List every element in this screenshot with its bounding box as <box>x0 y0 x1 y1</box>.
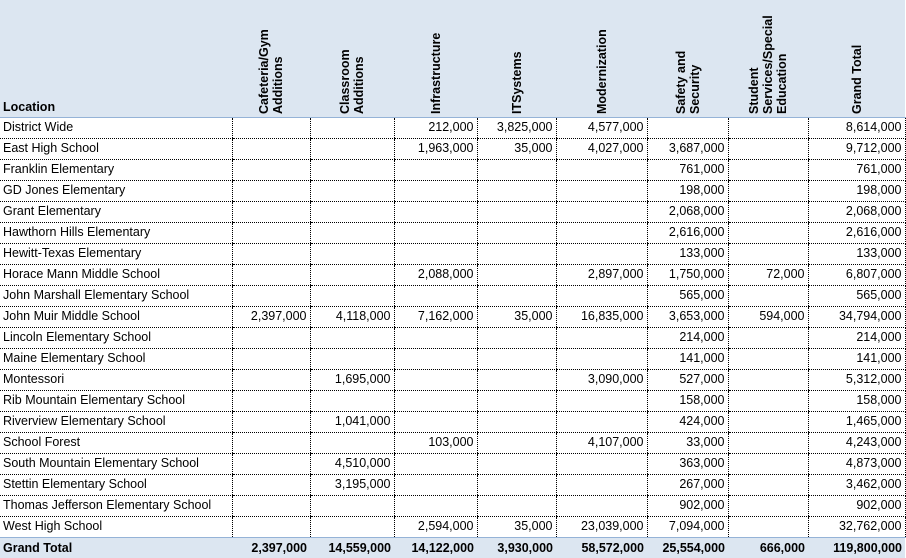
location-cell[interactable]: Hawthorn Hills Elementary <box>0 222 232 243</box>
value-cell[interactable]: 1,750,000 <box>647 264 728 285</box>
value-cell[interactable]: 4,243,000 <box>808 432 905 453</box>
value-cell[interactable]: 424,000 <box>647 411 728 432</box>
value-cell[interactable]: 7,094,000 <box>647 516 728 537</box>
value-cell[interactable] <box>394 453 477 474</box>
value-cell[interactable]: 72,000 <box>728 264 808 285</box>
value-cell[interactable] <box>728 180 808 201</box>
value-cell[interactable] <box>556 348 647 369</box>
value-cell[interactable]: 3,653,000 <box>647 306 728 327</box>
value-cell[interactable] <box>477 327 556 348</box>
value-cell[interactable] <box>232 285 310 306</box>
value-cell[interactable] <box>310 159 394 180</box>
value-cell[interactable] <box>232 222 310 243</box>
value-cell[interactable] <box>728 390 808 411</box>
value-cell[interactable] <box>728 222 808 243</box>
table-row <box>0 117 905 138</box>
table-row <box>0 348 905 369</box>
value-cell[interactable]: 32,762,000 <box>808 516 905 537</box>
value-cell[interactable]: 761,000 <box>647 159 728 180</box>
value-cell[interactable] <box>232 180 310 201</box>
value-cell[interactable]: 3,687,000 <box>647 138 728 159</box>
value-cell[interactable] <box>728 117 808 138</box>
value-cell[interactable]: 902,000 <box>808 495 905 516</box>
value-cell[interactable] <box>310 327 394 348</box>
value-cell[interactable] <box>394 222 477 243</box>
column-header-infrastructure[interactable]: Infrastructure <box>394 0 477 117</box>
value-cell[interactable] <box>477 159 556 180</box>
value-cell[interactable]: 1,041,000 <box>310 411 394 432</box>
value-cell[interactable] <box>394 243 477 264</box>
value-cell[interactable]: 1,695,000 <box>310 369 394 390</box>
value-cell[interactable] <box>728 138 808 159</box>
value-cell[interactable] <box>477 453 556 474</box>
table-row <box>0 327 905 348</box>
value-cell[interactable] <box>232 390 310 411</box>
location-cell[interactable]: Riverview Elementary School <box>0 411 232 432</box>
value-cell[interactable] <box>232 348 310 369</box>
value-cell[interactable] <box>556 285 647 306</box>
value-cell[interactable] <box>728 453 808 474</box>
location-cell[interactable]: Stettin Elementary School <box>0 474 232 495</box>
value-cell[interactable]: 2,397,000 <box>232 306 310 327</box>
value-cell[interactable] <box>728 243 808 264</box>
value-cell[interactable] <box>394 495 477 516</box>
location-cell[interactable]: South Mountain Elementary School <box>0 453 232 474</box>
total-cell[interactable]: 14,559,000 <box>310 537 394 558</box>
value-cell[interactable] <box>556 390 647 411</box>
value-cell[interactable] <box>310 117 394 138</box>
table-row <box>0 369 905 390</box>
location-cell[interactable]: School Forest <box>0 432 232 453</box>
value-cell[interactable]: 214,000 <box>647 327 728 348</box>
value-cell[interactable] <box>556 474 647 495</box>
value-cell[interactable] <box>728 285 808 306</box>
value-cell[interactable] <box>310 516 394 537</box>
value-cell[interactable]: 2,068,000 <box>647 201 728 222</box>
value-cell[interactable]: 4,118,000 <box>310 306 394 327</box>
value-cell[interactable]: 198,000 <box>808 180 905 201</box>
value-cell[interactable] <box>232 327 310 348</box>
table-row <box>0 201 905 222</box>
value-cell[interactable] <box>310 243 394 264</box>
location-cell[interactable]: John Marshall Elementary School <box>0 285 232 306</box>
value-cell[interactable]: 2,088,000 <box>394 264 477 285</box>
table-row <box>0 180 905 201</box>
value-cell[interactable]: 4,107,000 <box>556 432 647 453</box>
value-cell[interactable] <box>728 411 808 432</box>
value-cell[interactable] <box>556 495 647 516</box>
value-cell[interactable]: 267,000 <box>647 474 728 495</box>
value-cell[interactable] <box>477 264 556 285</box>
value-cell[interactable]: 133,000 <box>808 243 905 264</box>
value-cell[interactable] <box>477 201 556 222</box>
value-cell[interactable] <box>477 390 556 411</box>
value-cell[interactable] <box>232 474 310 495</box>
value-cell[interactable] <box>310 348 394 369</box>
value-cell[interactable] <box>728 348 808 369</box>
table-row <box>0 285 905 306</box>
value-cell[interactable] <box>477 243 556 264</box>
value-cell[interactable] <box>728 495 808 516</box>
column-header-it-systems[interactable]: ITSystems <box>477 0 556 117</box>
location-cell[interactable]: East High School <box>0 138 232 159</box>
value-cell[interactable]: 35,000 <box>477 306 556 327</box>
value-cell[interactable]: 527,000 <box>647 369 728 390</box>
value-cell[interactable] <box>728 474 808 495</box>
value-cell[interactable]: 34,794,000 <box>808 306 905 327</box>
value-cell[interactable]: 2,616,000 <box>647 222 728 243</box>
value-cell[interactable] <box>394 327 477 348</box>
location-header[interactable]: Location <box>0 0 232 117</box>
total-cell[interactable]: 119,800,000 <box>808 537 905 558</box>
total-cell[interactable]: 14,122,000 <box>394 537 477 558</box>
value-cell[interactable]: 1,465,000 <box>808 411 905 432</box>
value-cell[interactable]: 141,000 <box>647 348 728 369</box>
table-row <box>0 390 905 411</box>
table-row <box>0 516 905 537</box>
value-cell[interactable] <box>556 411 647 432</box>
value-cell[interactable]: 363,000 <box>647 453 728 474</box>
value-cell[interactable]: 761,000 <box>808 159 905 180</box>
value-cell[interactable] <box>310 390 394 411</box>
value-cell[interactable] <box>556 327 647 348</box>
value-cell[interactable] <box>728 516 808 537</box>
column-header-classroom-additions[interactable]: Classroom Additions <box>310 0 394 117</box>
column-header-modernization[interactable]: Modernization <box>556 0 647 117</box>
table-row <box>0 474 905 495</box>
value-cell[interactable]: 9,712,000 <box>808 138 905 159</box>
value-cell[interactable] <box>310 201 394 222</box>
header-row <box>0 0 905 117</box>
value-cell[interactable]: 8,614,000 <box>808 117 905 138</box>
table-row <box>0 222 905 243</box>
value-cell[interactable] <box>232 453 310 474</box>
value-cell[interactable] <box>394 180 477 201</box>
location-cell[interactable]: West High School <box>0 516 232 537</box>
value-cell[interactable]: 2,068,000 <box>808 201 905 222</box>
value-cell[interactable] <box>394 390 477 411</box>
value-cell[interactable]: 565,000 <box>647 285 728 306</box>
column-header-grand-total[interactable]: Grand Total <box>808 0 905 117</box>
value-cell[interactable]: 3,090,000 <box>556 369 647 390</box>
location-cell[interactable]: John Muir Middle School <box>0 306 232 327</box>
location-cell[interactable]: Lincoln Elementary School <box>0 327 232 348</box>
grand-total-row <box>0 537 905 558</box>
value-cell[interactable]: 4,873,000 <box>808 453 905 474</box>
table-row <box>0 432 905 453</box>
value-cell[interactable] <box>394 201 477 222</box>
value-cell[interactable] <box>232 495 310 516</box>
total-cell[interactable]: 3,930,000 <box>477 537 556 558</box>
value-cell[interactable] <box>310 285 394 306</box>
value-cell[interactable]: 158,000 <box>647 390 728 411</box>
value-cell[interactable] <box>647 117 728 138</box>
value-cell[interactable]: 212,000 <box>394 117 477 138</box>
value-cell[interactable] <box>477 411 556 432</box>
value-cell[interactable] <box>477 369 556 390</box>
value-cell[interactable] <box>556 222 647 243</box>
value-cell[interactable] <box>477 222 556 243</box>
value-cell[interactable]: 5,312,000 <box>808 369 905 390</box>
value-cell[interactable] <box>477 432 556 453</box>
value-cell[interactable] <box>232 264 310 285</box>
value-cell[interactable]: 2,616,000 <box>808 222 905 243</box>
value-cell[interactable]: 3,825,000 <box>477 117 556 138</box>
value-cell[interactable] <box>232 411 310 432</box>
value-cell[interactable]: 4,027,000 <box>556 138 647 159</box>
location-cell[interactable]: GD Jones Elementary <box>0 180 232 201</box>
value-cell[interactable] <box>232 432 310 453</box>
total-cell[interactable]: 666,000 <box>728 537 808 558</box>
value-cell[interactable] <box>556 201 647 222</box>
value-cell[interactable] <box>728 432 808 453</box>
value-cell[interactable] <box>556 243 647 264</box>
table-row <box>0 159 905 180</box>
value-cell[interactable] <box>394 285 477 306</box>
value-cell[interactable] <box>232 369 310 390</box>
value-cell[interactable]: 1,963,000 <box>394 138 477 159</box>
value-cell[interactable]: 2,594,000 <box>394 516 477 537</box>
value-cell[interactable]: 3,462,000 <box>808 474 905 495</box>
value-cell[interactable]: 4,577,000 <box>556 117 647 138</box>
column-header-student-services[interactable]: Student Services/Special Education <box>728 0 808 117</box>
value-cell[interactable]: 6,807,000 <box>808 264 905 285</box>
location-cell[interactable]: Maine Elementary School <box>0 348 232 369</box>
value-cell[interactable] <box>556 180 647 201</box>
value-cell[interactable] <box>232 516 310 537</box>
grand-total-label[interactable]: Grand Total <box>0 537 232 558</box>
value-cell[interactable]: 35,000 <box>477 516 556 537</box>
location-cell[interactable]: Rib Mountain Elementary School <box>0 390 232 411</box>
value-cell[interactable]: 3,195,000 <box>310 474 394 495</box>
value-cell[interactable] <box>232 243 310 264</box>
value-cell[interactable] <box>394 348 477 369</box>
value-cell[interactable]: 7,162,000 <box>394 306 477 327</box>
value-cell[interactable] <box>394 411 477 432</box>
value-cell[interactable] <box>728 327 808 348</box>
value-cell[interactable] <box>310 222 394 243</box>
value-cell[interactable] <box>232 138 310 159</box>
value-cell[interactable] <box>477 285 556 306</box>
location-cell[interactable]: Horace Mann Middle School <box>0 264 232 285</box>
value-cell[interactable]: 198,000 <box>647 180 728 201</box>
value-cell[interactable] <box>310 180 394 201</box>
value-cell[interactable] <box>556 159 647 180</box>
value-cell[interactable]: 594,000 <box>728 306 808 327</box>
value-cell[interactable]: 33,000 <box>647 432 728 453</box>
table-row <box>0 306 905 327</box>
table-row <box>0 138 905 159</box>
location-cell[interactable]: District Wide <box>0 117 232 138</box>
value-cell[interactable] <box>556 453 647 474</box>
value-cell[interactable]: 35,000 <box>477 138 556 159</box>
value-cell[interactable] <box>394 369 477 390</box>
value-cell[interactable] <box>232 201 310 222</box>
value-cell[interactable] <box>477 348 556 369</box>
value-cell[interactable] <box>310 264 394 285</box>
value-cell[interactable]: 4,510,000 <box>310 453 394 474</box>
value-cell[interactable] <box>394 159 477 180</box>
total-cell[interactable]: 58,572,000 <box>556 537 647 558</box>
location-cell[interactable]: Thomas Jefferson Elementary School <box>0 495 232 516</box>
value-cell[interactable] <box>394 474 477 495</box>
value-cell[interactable] <box>728 159 808 180</box>
column-header-safety-security[interactable]: Safety and Security <box>647 0 728 117</box>
value-cell[interactable] <box>232 159 310 180</box>
table-row <box>0 264 905 285</box>
value-cell[interactable] <box>310 432 394 453</box>
value-cell[interactable]: 2,897,000 <box>556 264 647 285</box>
table-row <box>0 453 905 474</box>
value-cell[interactable]: 16,835,000 <box>556 306 647 327</box>
location-cell[interactable]: Montessori <box>0 369 232 390</box>
table-body <box>0 117 905 537</box>
total-cell[interactable]: 25,554,000 <box>647 537 728 558</box>
value-cell[interactable]: 158,000 <box>808 390 905 411</box>
value-cell[interactable]: 23,039,000 <box>556 516 647 537</box>
value-cell[interactable]: 133,000 <box>647 243 728 264</box>
location-cell[interactable]: Hewitt-Texas Elementary <box>0 243 232 264</box>
value-cell[interactable] <box>728 201 808 222</box>
table-row <box>0 495 905 516</box>
table-row <box>0 243 905 264</box>
location-cell[interactable]: Grant Elementary <box>0 201 232 222</box>
value-cell[interactable]: 103,000 <box>394 432 477 453</box>
column-header-cafeteria-gym[interactable]: Cafeteria/Gym Additions <box>232 0 310 117</box>
value-cell[interactable] <box>310 138 394 159</box>
value-cell[interactable] <box>477 495 556 516</box>
value-cell[interactable] <box>232 117 310 138</box>
value-cell[interactable]: 214,000 <box>808 327 905 348</box>
value-cell[interactable]: 902,000 <box>647 495 728 516</box>
value-cell[interactable]: 141,000 <box>808 348 905 369</box>
value-cell[interactable] <box>310 495 394 516</box>
value-cell[interactable]: 565,000 <box>808 285 905 306</box>
value-cell[interactable] <box>477 180 556 201</box>
total-cell[interactable]: 2,397,000 <box>232 537 310 558</box>
value-cell[interactable] <box>477 474 556 495</box>
table-row <box>0 411 905 432</box>
location-cell[interactable]: Franklin Elementary <box>0 159 232 180</box>
value-cell[interactable] <box>728 369 808 390</box>
